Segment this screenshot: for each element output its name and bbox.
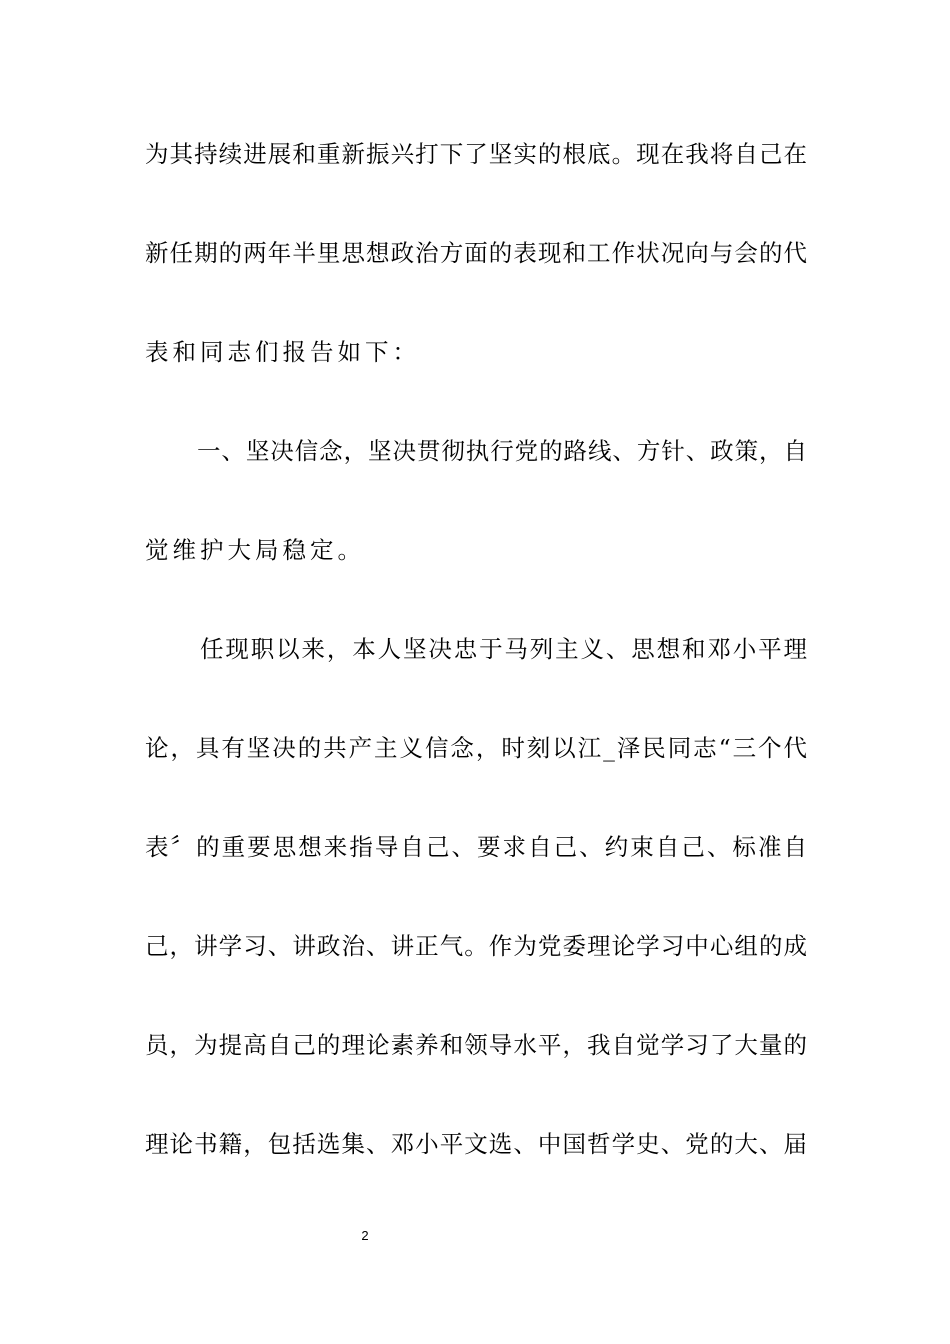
text-line-1: 为其持续进展和重新振兴打下了坚实的根底。现在我将自己在	[145, 140, 807, 168]
text-line-10: 员，为提高自己的理论素养和领导水平，我自觉学习了大量的	[145, 1031, 807, 1059]
text-line-9: 己，讲学习、讲政治、讲正气。作为党委理论学习中心组的成	[145, 932, 807, 960]
text-line-2: 新任期的两年半里思想政治方面的表现和工作状况向与会的代	[145, 239, 807, 267]
text-line-8: 表〞的重要思想来指导自己、要求自己、约束自己、标准自	[145, 833, 807, 861]
text-line-11: 理论书籍，包括选集、邓小平文选、中国哲学史、党的大、届	[145, 1130, 807, 1158]
text-line-7: 论，具有坚决的共产主义信念，时刻以江_泽民同志“三个代	[145, 734, 807, 762]
section-heading-line-2: 觉维护大局稳定。	[145, 536, 365, 564]
section-heading-line-1: 一、坚决信念，坚决贯彻执行党的路线、方针、政策，自	[197, 437, 807, 465]
page-number: 2	[361, 1228, 369, 1243]
text-line-3: 表和同志们报告如下：	[145, 338, 420, 366]
text-line-6: 任现职以来，本人坚决忠于马列主义、思想和邓小平理	[200, 635, 807, 663]
